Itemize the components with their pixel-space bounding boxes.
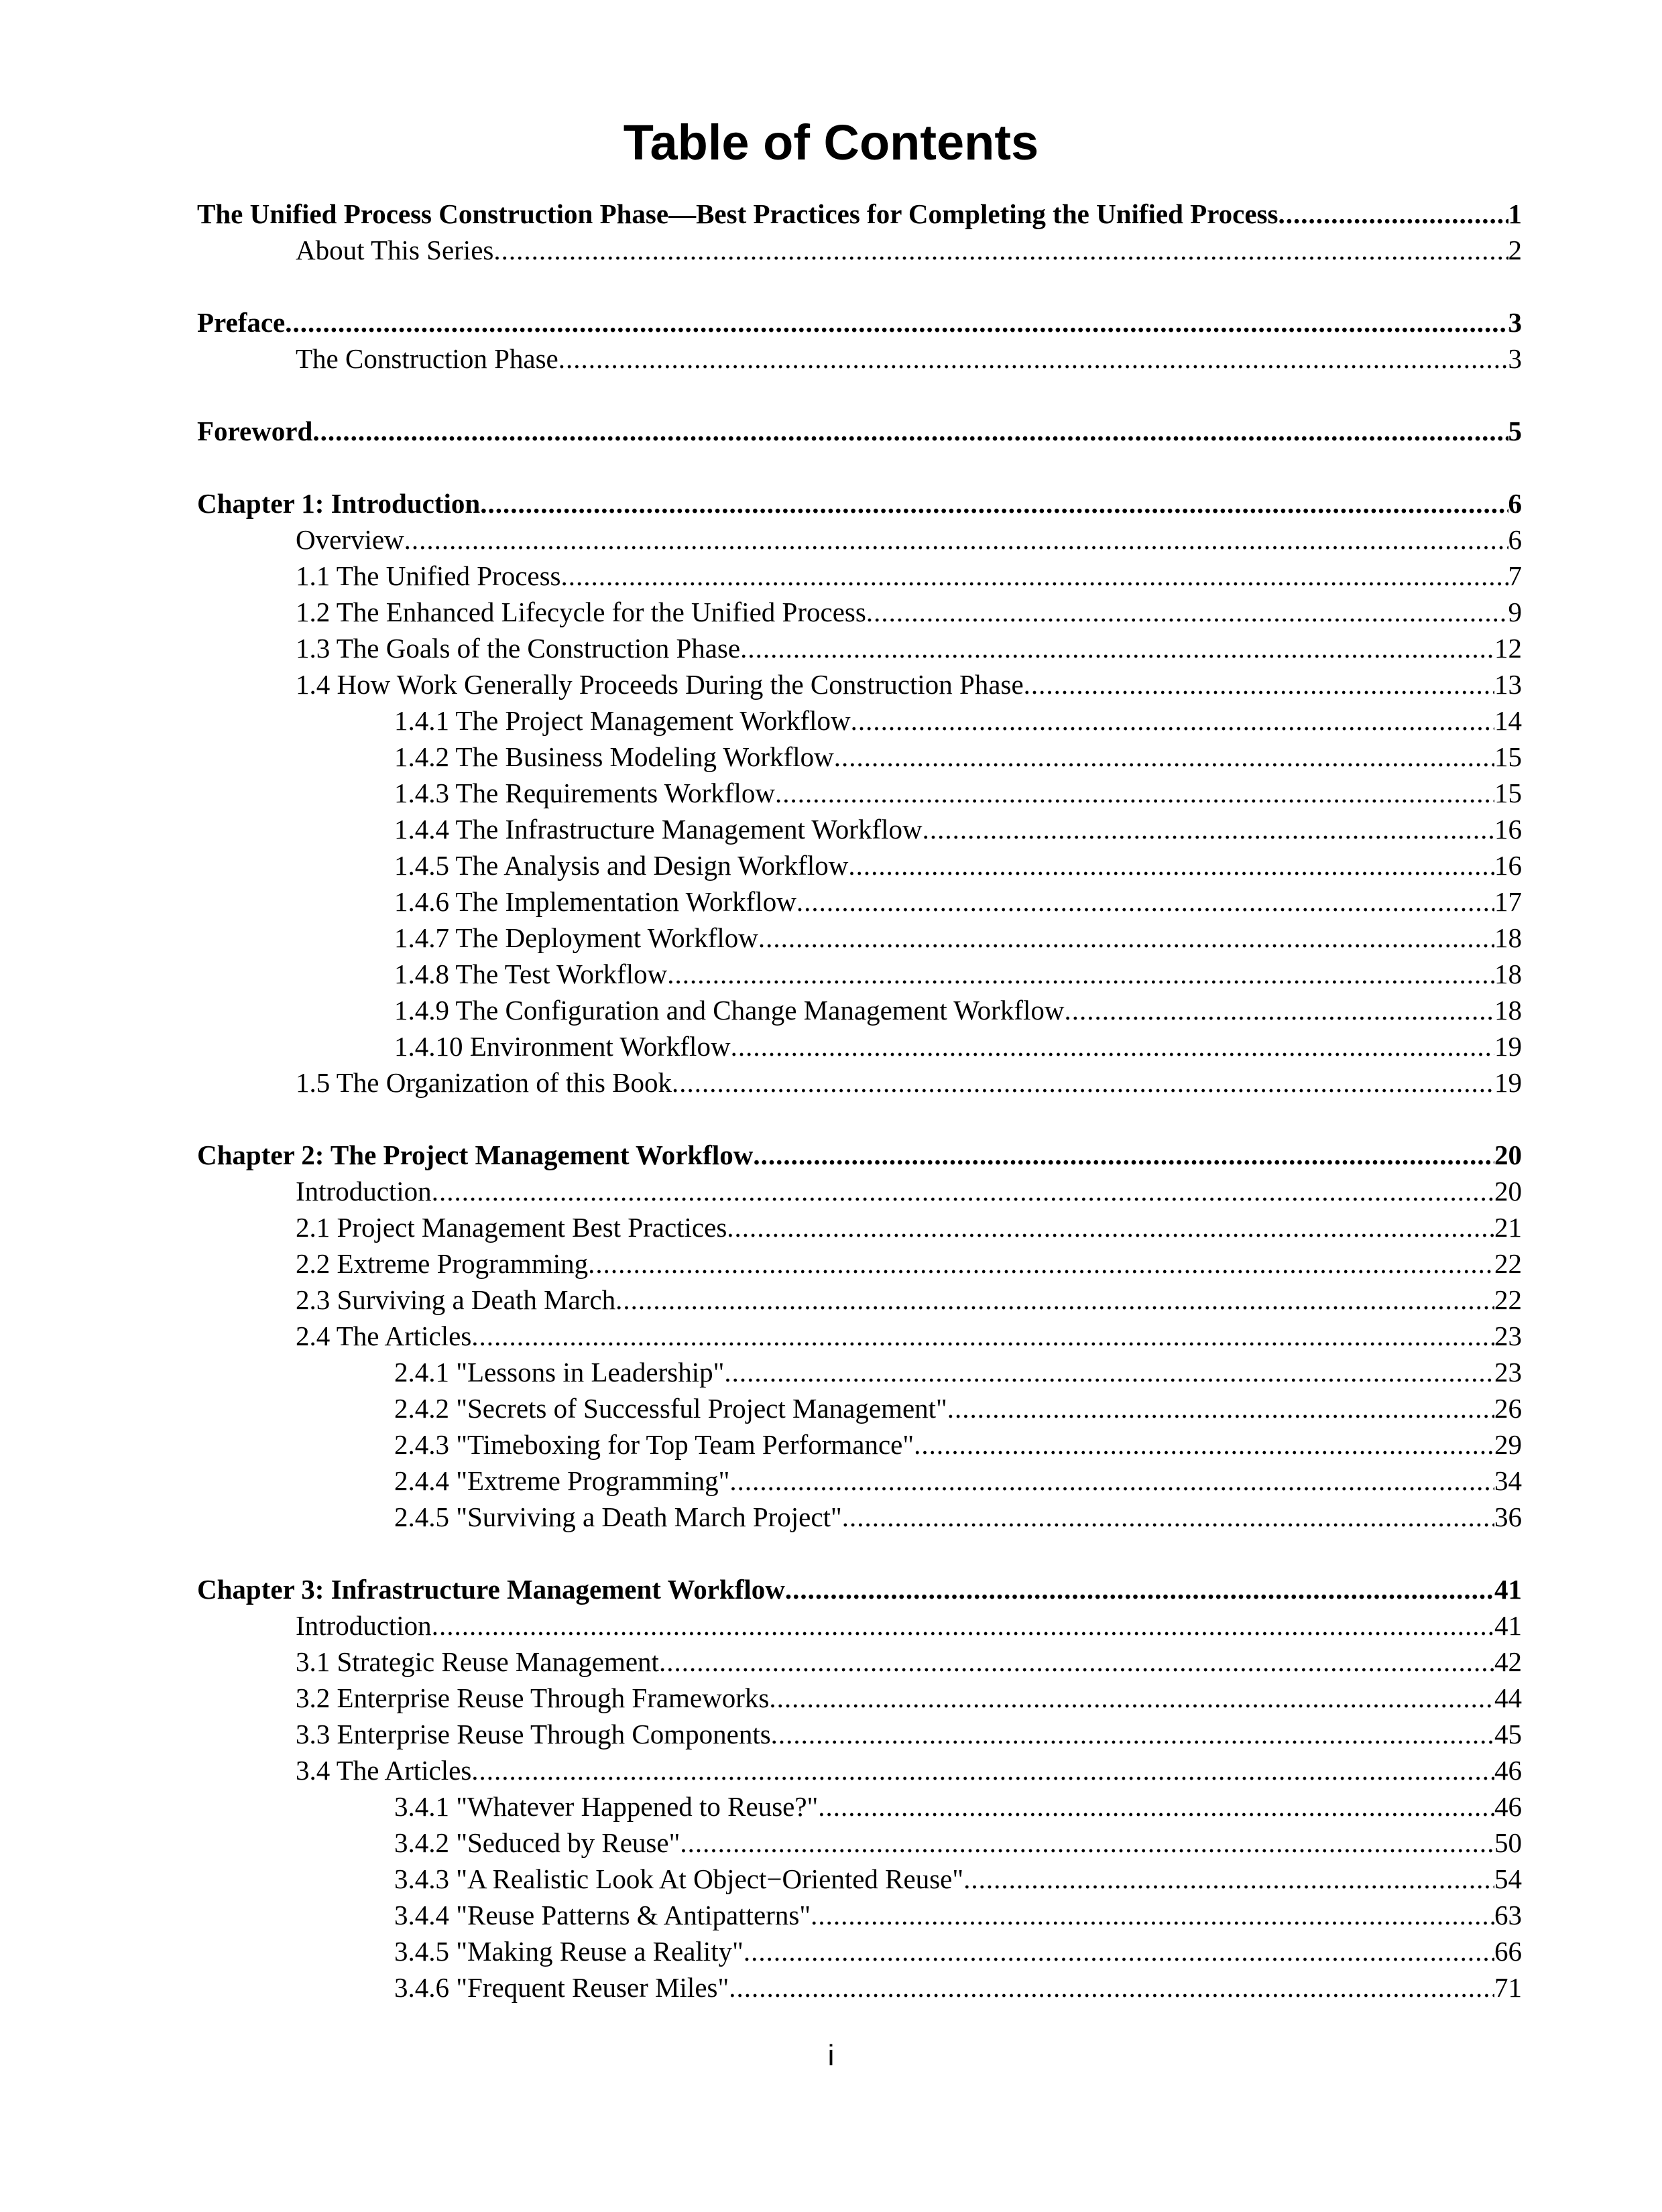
toc-page-number: 66 bbox=[1494, 1936, 1522, 1967]
toc-dot-leader bbox=[1064, 992, 1494, 1028]
toc-section-entry[interactable] bbox=[197, 630, 1522, 666]
toc-section-entry[interactable] bbox=[197, 1318, 1522, 1354]
toc-entry-title: 1.3 The Goals of the Construction Phase bbox=[296, 633, 741, 664]
toc-chapter-entry[interactable] bbox=[197, 1571, 1522, 1607]
toc-page-number: 12 bbox=[1494, 633, 1522, 664]
toc-page-number: 3 bbox=[1508, 343, 1522, 374]
toc-section-entry[interactable] bbox=[197, 594, 1522, 630]
toc-entry-title: 2.4.4 "Extreme Programming" bbox=[394, 1465, 730, 1496]
toc-subsection-entry[interactable] bbox=[197, 1354, 1522, 1390]
toc-dot-leader bbox=[727, 1209, 1494, 1245]
toc-page-number: 26 bbox=[1494, 1393, 1522, 1424]
table-of-contents bbox=[197, 196, 1522, 2006]
toc-entry-title: 1.4 How Work Generally Proceeds During the Construction Phase bbox=[296, 669, 1024, 700]
toc-page-number: 18 bbox=[1494, 959, 1522, 989]
toc-subsection-entry[interactable] bbox=[197, 702, 1522, 739]
toc-dot-leader bbox=[404, 521, 1508, 558]
toc-section-entry[interactable] bbox=[197, 1716, 1522, 1752]
toc-entry-title: 2.4.1 "Lessons in Leadership" bbox=[394, 1357, 725, 1388]
toc-entry-title: 1.4.10 Environment Workflow bbox=[394, 1031, 731, 1062]
toc-page-number: 18 bbox=[1494, 995, 1522, 1026]
toc-section-entry[interactable] bbox=[197, 1245, 1522, 1282]
toc-entry-title: 2.1 Project Management Best Practices bbox=[296, 1212, 727, 1243]
toc-dot-leader bbox=[729, 1969, 1494, 2006]
toc-page-number: 45 bbox=[1494, 1719, 1522, 1749]
toc-dot-leader bbox=[914, 1426, 1494, 1463]
toc-dot-leader bbox=[923, 811, 1494, 847]
toc-entry-title: 1.4.8 The Test Workflow bbox=[394, 959, 668, 989]
toc-entry-title: 3.4.1 "Whatever Happened to Reuse?" bbox=[394, 1791, 819, 1822]
toc-entry-title: 1.4.6 The Implementation Workflow bbox=[394, 886, 796, 917]
toc-dot-leader bbox=[285, 304, 1508, 341]
toc-dot-leader bbox=[588, 1245, 1494, 1282]
toc-page-number: 29 bbox=[1494, 1429, 1522, 1460]
toc-dot-leader bbox=[818, 1788, 1494, 1825]
toc-chapter-entry[interactable] bbox=[197, 413, 1522, 449]
toc-page-number: 3 bbox=[1508, 307, 1522, 338]
toc-subsection-entry[interactable] bbox=[197, 1463, 1522, 1499]
toc-page-number: 22 bbox=[1494, 1248, 1522, 1279]
toc-page-number: 50 bbox=[1494, 1827, 1522, 1858]
toc-entry-title: 1.4.9 The Configuration and Change Management Workflow bbox=[394, 995, 1065, 1026]
toc-page-number: 16 bbox=[1494, 814, 1522, 845]
toc-page-number: 46 bbox=[1494, 1791, 1522, 1822]
toc-subsection-entry[interactable] bbox=[197, 1499, 1522, 1535]
toc-subsection-entry[interactable] bbox=[197, 739, 1522, 775]
toc-page-number: 15 bbox=[1494, 741, 1522, 772]
toc-page-number: 23 bbox=[1494, 1320, 1522, 1351]
toc-entry-title: 1.4.7 The Deployment Workflow bbox=[394, 922, 758, 953]
toc-page-number: 41 bbox=[1494, 1610, 1522, 1641]
toc-entry-title: 2.4 The Articles bbox=[296, 1320, 472, 1351]
toc-dot-leader bbox=[667, 956, 1494, 992]
toc-page-number: 19 bbox=[1494, 1031, 1522, 1062]
toc-subsection-entry[interactable] bbox=[197, 1861, 1522, 1897]
toc-section-entry[interactable] bbox=[197, 521, 1522, 558]
page-title: Table of Contents bbox=[623, 115, 1039, 170]
toc-dot-leader bbox=[561, 558, 1508, 594]
toc-entry-title: The Construction Phase bbox=[296, 343, 558, 374]
toc-page-number: 71 bbox=[1494, 1972, 1522, 2003]
toc-page-number: 36 bbox=[1494, 1501, 1522, 1532]
toc-section-entry[interactable] bbox=[197, 1173, 1522, 1209]
toc-section-entry[interactable] bbox=[197, 1607, 1522, 1644]
toc-page-number: 18 bbox=[1494, 922, 1522, 953]
toc-section-entry[interactable] bbox=[197, 1752, 1522, 1788]
toc-dot-leader bbox=[680, 1825, 1494, 1861]
toc-page-number: 9 bbox=[1508, 597, 1522, 627]
toc-entry-title: 3.1 Strategic Reuse Management bbox=[296, 1646, 659, 1677]
toc-entry-title: 3.4.5 "Making Reuse a Reality" bbox=[394, 1936, 744, 1967]
toc-entry-title: 1.1 The Unified Process bbox=[296, 560, 561, 591]
toc-page-number: 5 bbox=[1508, 416, 1522, 446]
toc-section-entry[interactable] bbox=[197, 1282, 1522, 1318]
toc-entry-title: Chapter 1: Introduction bbox=[197, 488, 481, 519]
toc-subsection-entry[interactable] bbox=[197, 1825, 1522, 1861]
toc-section-entry[interactable] bbox=[197, 1644, 1522, 1680]
toc-page-number: 63 bbox=[1494, 1900, 1522, 1930]
toc-page-number: 6 bbox=[1508, 524, 1522, 555]
toc-dot-leader bbox=[615, 1282, 1494, 1318]
toc-page-number: 7 bbox=[1508, 560, 1522, 591]
toc-dot-leader bbox=[796, 883, 1494, 920]
toc-dot-leader bbox=[1278, 196, 1508, 232]
toc-dot-leader bbox=[753, 1137, 1494, 1173]
toc-section-entry[interactable] bbox=[197, 1209, 1522, 1245]
toc-dot-leader bbox=[432, 1173, 1494, 1209]
toc-dot-leader bbox=[432, 1607, 1494, 1644]
toc-entry-title: 1.2 The Enhanced Lifecycle for the Unified Process bbox=[296, 597, 866, 627]
toc-entry-title: Foreword bbox=[197, 416, 313, 446]
toc-dot-leader bbox=[775, 775, 1494, 811]
toc-entry-title: Chapter 3: Infrastructure Management Workflow bbox=[197, 1574, 785, 1605]
toc-page-number: 20 bbox=[1494, 1176, 1522, 1207]
toc-dot-leader bbox=[744, 1933, 1494, 1969]
toc-page-number: 1 bbox=[1508, 198, 1522, 229]
toc-dot-leader bbox=[866, 594, 1508, 630]
toc-dot-leader bbox=[740, 630, 1494, 666]
toc-dot-leader bbox=[471, 1318, 1494, 1354]
toc-page-number: 14 bbox=[1494, 705, 1522, 736]
toc-page-number: 6 bbox=[1508, 488, 1522, 519]
toc-subsection-entry[interactable] bbox=[197, 883, 1522, 920]
toc-page-number: 22 bbox=[1494, 1284, 1522, 1315]
toc-entry-title: 3.4.6 "Frequent Reuser Miles" bbox=[394, 1972, 729, 2003]
toc-section-entry[interactable] bbox=[197, 1064, 1522, 1101]
toc-entry-title: 1.4.1 The Project Management Workflow bbox=[394, 705, 851, 736]
toc-subsection-entry[interactable] bbox=[197, 847, 1522, 883]
toc-section-entry[interactable] bbox=[197, 666, 1522, 702]
toc-section-entry[interactable] bbox=[197, 232, 1522, 268]
toc-page-number: 44 bbox=[1494, 1682, 1522, 1713]
toc-page-number: 23 bbox=[1494, 1357, 1522, 1388]
toc-subsection-entry[interactable] bbox=[197, 1426, 1522, 1463]
toc-dot-leader bbox=[947, 1390, 1494, 1426]
toc-page-number: 2 bbox=[1508, 235, 1522, 265]
toc-dot-leader bbox=[758, 920, 1494, 956]
toc-subsection-entry[interactable] bbox=[197, 1788, 1522, 1825]
toc-entry-title: 1.4.2 The Business Modeling Workflow bbox=[394, 741, 834, 772]
page-number: i bbox=[827, 2039, 835, 2072]
toc-dot-leader bbox=[769, 1680, 1494, 1716]
toc-subsection-entry[interactable] bbox=[197, 1969, 1522, 2006]
toc-entry-title: Chapter 2: The Project Management Workflow bbox=[197, 1140, 754, 1170]
toc-entry-title: About This Series bbox=[296, 235, 494, 265]
toc-dot-leader bbox=[471, 1752, 1494, 1788]
toc-page-number: 17 bbox=[1494, 886, 1522, 917]
toc-chapter-entry[interactable] bbox=[197, 485, 1522, 521]
toc-page-number: 19 bbox=[1494, 1067, 1522, 1098]
toc-entry-title: 3.4.3 "A Realistic Look At Object−Oriented Reuse" bbox=[394, 1863, 964, 1894]
toc-chapter-entry[interactable] bbox=[197, 196, 1522, 232]
toc-page-number: 21 bbox=[1494, 1212, 1522, 1243]
toc-entry-title: 1.5 The Organization of this Book bbox=[296, 1067, 672, 1098]
toc-subsection-entry[interactable] bbox=[197, 956, 1522, 992]
toc-dot-leader bbox=[851, 702, 1494, 739]
toc-entry-title: 1.4.5 The Analysis and Design Workflow bbox=[394, 850, 849, 881]
toc-entry-title: The Unified Process Construction Phase—Best Practices for Completing the Unified Process bbox=[197, 198, 1279, 229]
toc-entry-title: 3.3 Enterprise Reuse Through Components bbox=[296, 1719, 771, 1749]
toc-subsection-entry[interactable] bbox=[197, 1028, 1522, 1064]
toc-subsection-entry[interactable] bbox=[197, 992, 1522, 1028]
toc-dot-leader bbox=[811, 1897, 1494, 1933]
toc-section-entry[interactable] bbox=[197, 1680, 1522, 1716]
toc-dot-leader bbox=[312, 413, 1508, 449]
toc-page-number: 13 bbox=[1494, 669, 1522, 700]
toc-page-number: 34 bbox=[1494, 1465, 1522, 1496]
toc-chapter-entry[interactable] bbox=[197, 1137, 1522, 1173]
toc-chapter-entry[interactable] bbox=[197, 304, 1522, 341]
toc-entry-title: 2.4.3 "Timeboxing for Top Team Performance" bbox=[394, 1429, 914, 1460]
toc-entry-title: 2.4.5 "Surviving a Death March Project" bbox=[394, 1501, 842, 1532]
toc-subsection-entry[interactable] bbox=[197, 920, 1522, 956]
toc-subsection-entry[interactable] bbox=[197, 1933, 1522, 1969]
toc-entry-title: 2.3 Surviving a Death March bbox=[296, 1284, 616, 1315]
toc-dot-leader bbox=[731, 1028, 1494, 1064]
toc-dot-leader bbox=[659, 1644, 1494, 1680]
toc-dot-leader bbox=[963, 1861, 1494, 1897]
toc-dot-leader bbox=[834, 739, 1494, 775]
toc-subsection-entry[interactable] bbox=[197, 811, 1522, 847]
toc-page-number: 42 bbox=[1494, 1646, 1522, 1677]
toc-page-number: 16 bbox=[1494, 850, 1522, 881]
toc-page-number: 20 bbox=[1494, 1140, 1522, 1170]
toc-dot-leader bbox=[1024, 666, 1494, 702]
toc-subsection-entry[interactable] bbox=[197, 1897, 1522, 1933]
toc-entry-title: 3.4 The Articles bbox=[296, 1755, 472, 1786]
toc-entry-title: Introduction bbox=[296, 1610, 432, 1641]
toc-dot-leader bbox=[558, 341, 1508, 377]
toc-entry-title: 1.4.3 The Requirements Workflow bbox=[394, 778, 775, 808]
toc-entry-title: Overview bbox=[296, 524, 404, 555]
toc-subsection-entry[interactable] bbox=[197, 775, 1522, 811]
toc-dot-leader bbox=[493, 232, 1508, 268]
toc-entry-title: 2.4.2 "Secrets of Successful Project Management" bbox=[394, 1393, 947, 1424]
toc-subsection-entry[interactable] bbox=[197, 1390, 1522, 1426]
toc-page-number: 15 bbox=[1494, 778, 1522, 808]
toc-section-entry[interactable] bbox=[197, 558, 1522, 594]
toc-dot-leader bbox=[842, 1499, 1494, 1535]
toc-dot-leader bbox=[724, 1354, 1494, 1390]
toc-entry-title: Introduction bbox=[296, 1176, 432, 1207]
toc-page-number: 41 bbox=[1494, 1574, 1522, 1605]
toc-entry-title: 3.2 Enterprise Reuse Through Frameworks bbox=[296, 1682, 770, 1713]
toc-page-number: 54 bbox=[1494, 1863, 1522, 1894]
toc-entry-title: 3.4.4 "Reuse Patterns & Antipatterns" bbox=[394, 1900, 811, 1930]
toc-entry-title: Preface bbox=[197, 307, 286, 338]
toc-dot-leader bbox=[729, 1463, 1494, 1499]
toc-entry-title: 3.4.2 "Seduced by Reuse" bbox=[394, 1827, 680, 1858]
toc-dot-leader bbox=[480, 485, 1508, 521]
toc-dot-leader bbox=[848, 847, 1494, 883]
toc-dot-leader bbox=[785, 1571, 1494, 1607]
toc-entry-title: 1.4.4 The Infrastructure Management Workflow bbox=[394, 814, 923, 845]
toc-dot-leader bbox=[771, 1716, 1494, 1752]
toc-dot-leader bbox=[672, 1064, 1494, 1101]
toc-entry-title: 2.2 Extreme Programming bbox=[296, 1248, 589, 1279]
toc-section-entry[interactable] bbox=[197, 341, 1522, 377]
toc-page-number: 46 bbox=[1494, 1755, 1522, 1786]
